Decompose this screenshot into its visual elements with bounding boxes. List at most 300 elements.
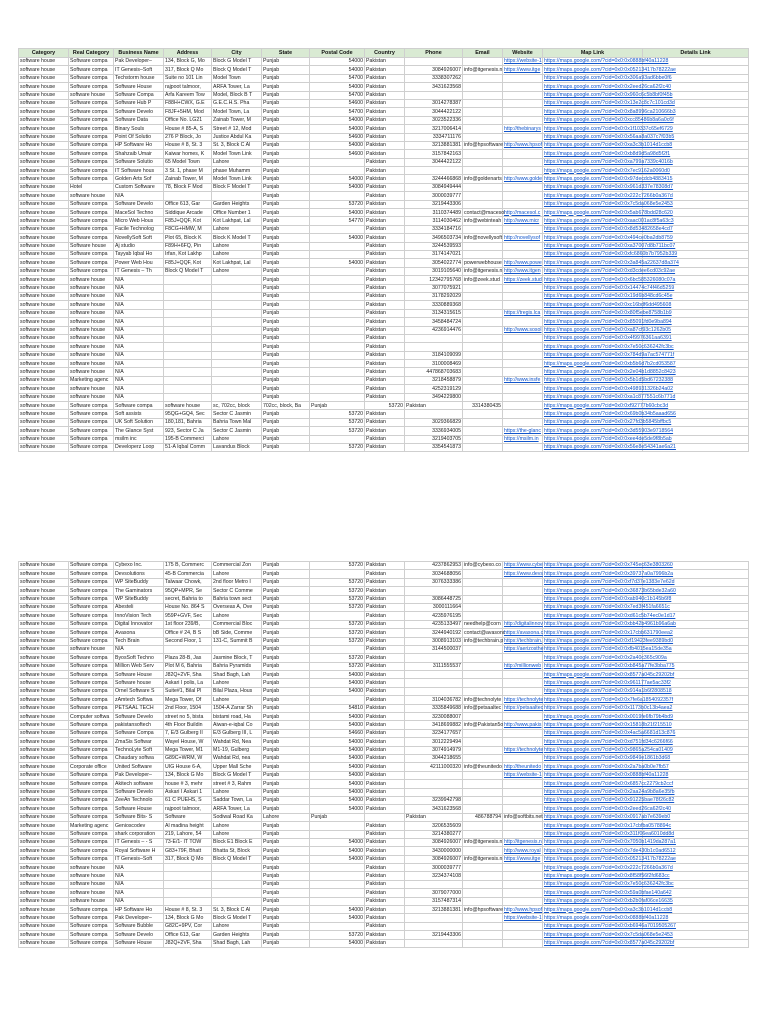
table-cell: Wayel House, W <box>164 738 212 746</box>
table-cell[interactable]: https://maps.google.com/?cid=0x0:0xa87cf93c1262b05 <box>544 326 672 333</box>
table-cell: needhelp@corn <box>464 621 501 628</box>
table-cell: MaceSol Techno <box>114 209 164 217</box>
table-cell[interactable]: https://maps.google.com/?cid=0x0:0xab940c1b145b6f8 <box>544 596 672 603</box>
table-cell <box>405 939 463 947</box>
table-cell[interactable]: https://website-1 <box>504 914 542 921</box>
table-cell: Software compa <box>69 612 114 620</box>
table-cell[interactable]: https://maps.google.com/?cid=0x0:0x36873b65bde32a60 <box>544 587 676 594</box>
table-cell[interactable]: https://maps.google.com/?cid=0x0:0x7fe6a1854092357f <box>544 696 674 703</box>
table-cell[interactable]: https://zeek.stud <box>504 276 542 283</box>
table-cell[interactable]: https://maps.google.com/?cid=0x0:0x7e50c636242fc3bc <box>544 343 674 350</box>
table-cell[interactable]: https://maps.google.com/?cid=0x0:0x8577a045c29202bf <box>544 671 675 678</box>
table-cell: Binary Souls <box>114 125 164 133</box>
table-cell[interactable]: https://aerizosthe <box>504 646 544 653</box>
table-cell: Plaza 28-B, Jas <box>164 654 212 662</box>
table-cell: Software Bubble <box>114 922 164 930</box>
table-cell: Punjab <box>262 343 310 351</box>
table-cell: software house <box>19 754 69 762</box>
table-cell[interactable]: https://maps.google.com/?cid=0x0:0x0888bf40a11228 <box>544 914 669 921</box>
table-cell: 53720 <box>310 410 365 418</box>
table-cell[interactable]: https://maps.google.com/?cid=0x0:0x7c5da068e5e2453 <box>544 201 673 208</box>
table-cell <box>405 679 463 687</box>
table-cell: zAmtech Softwa <box>114 696 164 704</box>
table-row <box>19 225 749 233</box>
table-cell[interactable]: https://maps.google.com/?cid=0x0:0x97decdcb4883415 <box>544 175 673 182</box>
table-cell[interactable]: http://millionweb <box>504 663 542 670</box>
table-cell[interactable]: https://maps.google.com/?cid=0x0:0xee4de5de9f8b5ab <box>544 436 672 443</box>
table-cell[interactable]: https://technolyte <box>504 696 544 703</box>
table-cell[interactable]: https://maps.google.com/?cid=0x0:0xb845a77fe3bba775 <box>544 663 675 670</box>
table-cell[interactable]: https://the-glanc <box>504 427 541 434</box>
table-cell: software house <box>19 855 69 863</box>
table-cell: Commercial Bloc <box>212 620 262 628</box>
table-cell: Software compa <box>69 629 114 637</box>
table-cell: 4236914476 <box>405 326 463 334</box>
table-cell <box>463 150 503 158</box>
table-cell[interactable]: https://maps.google.com/?cid=0x0:0x59a0bfae140a642 <box>544 889 672 896</box>
table-cell[interactable]: https://maps.google.com/?cid=0x0:0x0888bf40a11228 <box>544 772 669 779</box>
table-cell: 3334711176 <box>405 133 463 141</box>
table-cell[interactable]: https://maps.google.com/?cid=0x0:0x2aa24a9b8a6e35fb <box>544 789 675 796</box>
table-row <box>19 679 749 687</box>
table-cell: ByosSoft Techno <box>114 654 164 662</box>
table-cell[interactable]: https://www.itge <box>503 66 543 74</box>
table-cell: bistami road, Ha <box>212 713 262 721</box>
table-row <box>19 838 749 846</box>
table-cell: 61 C PUEHS, S <box>164 796 212 804</box>
table-cell[interactable]: https://maps.google.com/?cid=0x0:0x3a845a22637d8a374 <box>544 259 679 266</box>
table-cell <box>310 326 365 334</box>
table-cell[interactable]: https://maps.google.com/?cid=0x0:0xbb42b4961b96a6ab <box>544 621 676 628</box>
table-cell: software house <box>69 301 114 309</box>
table-cell[interactable]: http://www.pakis <box>504 721 542 728</box>
table-cell[interactable]: https://maps.google.com/?cid=0x0:0x9865a254ca01409 <box>544 747 673 754</box>
table-cell: 54700 <box>310 91 365 99</box>
table-cell: Software Compa <box>114 729 164 737</box>
table-cell[interactable]: http://www.golde <box>504 175 543 182</box>
table-cell[interactable]: http://www.royal <box>504 847 541 854</box>
table-cell[interactable]: https://maps.google.com/?cid=0x0:0x0917ab7e639eb0 <box>544 814 671 821</box>
table-cell[interactable]: https://maps.google.com/?cid=0x0:0x69b0b34b5aaad656 <box>544 410 676 417</box>
table-cell[interactable]: https://msilm.in <box>503 435 543 443</box>
table-cell: 3219443306 <box>405 931 463 939</box>
table-cell: Software compa <box>69 74 114 82</box>
table-cell[interactable]: https://maps.google.com/?cid=0x0:0x961177ae5ac33f2 <box>544 679 671 686</box>
table-cell: software house <box>19 66 69 74</box>
table-cell: 54000 <box>310 754 365 762</box>
table-cell <box>212 897 262 905</box>
table-cell: 3008913103 <box>405 637 463 645</box>
table-cell: Block E1 Block E <box>212 838 262 846</box>
table-cell: software house <box>19 326 69 334</box>
table-cell[interactable]: https://maps.google.com/?cid=0x0:0xd61c5b74ec0e1d17 <box>544 612 676 619</box>
table-cell: Bahria Pyramids <box>212 662 262 670</box>
table-cell[interactable]: https://maps.google.com/?cid=0x0:0x745ec63e3803260 <box>544 562 673 569</box>
table-cell: Pakistan <box>365 259 405 267</box>
table-cell: 54000 <box>310 713 365 721</box>
table-cell: software house <box>19 578 69 586</box>
table-cell[interactable]: http://novellysof <box>503 234 543 242</box>
table-cell[interactable]: https://maps.google.com/?cid=0x0:0x56aa8a037c7f03b5 <box>544 134 675 140</box>
table-cell <box>463 284 503 292</box>
table-cell: Pakistan <box>365 830 405 838</box>
table-cell <box>503 780 543 788</box>
table-cell[interactable]: https://maps.google.com/?cid=0x0:0xa799a7339c4016b <box>544 159 673 166</box>
table-cell[interactable]: https://maps.google.com/?cid=0x0:0x2eed26ca62f2c40 <box>544 805 672 812</box>
table-cell <box>463 796 503 804</box>
table-cell: Punjab <box>262 721 310 729</box>
table-cell[interactable]: https://maps.google.com/?cid=0x0:0xa3c3b1014d1ccb8 <box>544 906 673 913</box>
table-cell[interactable]: https://www.itge <box>503 855 543 863</box>
table-cell: Pakistan <box>365 696 405 704</box>
table-cell[interactable]: https://maps.google.com/?cid=0x0:0xc16bdf6dd495608 <box>544 301 672 308</box>
table-cell[interactable]: https://maps.google.com/?cid=0x0:0x85091fd0e9ba894 <box>544 318 672 325</box>
table-cell[interactable]: https://maps.google.com/?cid=0x0:0x7050b1419da287a1 <box>544 839 676 846</box>
table-cell: Model Town <box>212 74 262 82</box>
table-cell[interactable]: https://maps.google.com/?cid=0x0:0x17cbfba0578894c <box>544 822 672 829</box>
table-cell: Plot 65, Block K <box>164 234 212 242</box>
table-cell: Pakistan <box>365 368 405 376</box>
table-cell: ARFA Tower, La <box>212 805 262 813</box>
table-cell[interactable]: https://maps.google.com/?cid=0x0:0xfb4015ea15de35a <box>544 646 672 653</box>
table-cell: Pakistan <box>365 410 405 418</box>
table-cell[interactable]: https://maps.google.com/?cid=0x0:0x8d53482658e4cd7 <box>544 226 673 233</box>
table-cell: Commercial Zon <box>212 562 262 570</box>
table-cell: Lahore <box>262 813 310 821</box>
table-cell: 95QP+MPR, Se <box>164 587 212 595</box>
table-cell[interactable]: https://maps.google.com/?cid=0x0:0xd751fd34c6266f66 <box>544 738 673 745</box>
table-cell[interactable]: https://maps.google.com/?cid=0x0:0x2e04b1d8852c8423 <box>544 368 676 375</box>
table-cell[interactable]: http://digitalinnov <box>504 621 543 628</box>
table-cell: software house <box>19 813 69 821</box>
table-cell <box>463 343 503 351</box>
table-cell <box>503 578 543 586</box>
table-cell[interactable]: https://maps.google.com/?cid=0x0:0xb2b0faf06ce16635 <box>544 898 673 905</box>
table-cell[interactable]: http://www.micr <box>503 217 543 225</box>
column-header: Map Link <box>543 49 643 58</box>
table-cell[interactable]: https://maps.google.com/?cid=0x0:0x80f5ebe8758b1b9 <box>544 310 672 317</box>
table-cell[interactable]: http://itgenesis.n <box>504 839 542 846</box>
table-cell[interactable]: https://maps.google.com/?cid=0x0:0x9849e1861b3d68 <box>544 755 671 762</box>
table-cell[interactable]: https://maps.google.com/?cid=0x0:0x8f58f56f2fd683cc <box>544 872 670 879</box>
table-cell: 3496503734 <box>405 234 463 242</box>
table-cell[interactable]: https://maps.google.com/?cid=0x0:0xaac001ac8f5a63c3 <box>544 217 674 224</box>
table-cell: software house <box>19 939 69 947</box>
table-cell <box>212 334 262 342</box>
table-cell: Software compa <box>69 914 114 922</box>
table-cell: Software Compa <box>114 91 164 99</box>
table-cell[interactable]: https://maps.google.com/?cid=0x0:0x1173b0c13b4aea2 <box>544 705 673 712</box>
table-row <box>19 738 749 746</box>
table-row <box>19 334 749 342</box>
table-cell[interactable]: https://maps.google.com/?cid=0x0:0x914a1b6f2808518 <box>544 688 672 695</box>
table-cell[interactable]: https://maps.google.com/?cid=0x0:0x2a40c365c909a <box>544 654 667 661</box>
table-cell: 54000 <box>310 175 365 183</box>
table-cell[interactable]: https://petsaaltec <box>504 705 544 712</box>
table-cell[interactable]: https://maps.google.com/?cid=0x0:0x8577a045c29202bf <box>544 940 675 947</box>
table-cell: Punjab <box>262 738 310 746</box>
table-cell <box>463 351 503 359</box>
table-cell[interactable]: https://maps.google.com/?cid=0x0:0xa37007d8b711bc07 <box>544 243 676 250</box>
table-cell <box>503 116 543 124</box>
table-cell[interactable]: https://maps.google.com/?cid=0x0:0x0888bf40a11228 <box>544 58 669 65</box>
table-cell[interactable]: https://maps.google.com/?cid=0x0:0xfc6860b7b7952b339 <box>544 251 678 258</box>
table-cell[interactable]: https://maps.google.com/?cid=0x0:0x5b1d5bd67232388 <box>544 377 674 384</box>
table-cell[interactable]: https://avasona.c <box>504 629 544 636</box>
table-cell <box>503 872 543 880</box>
table-cell[interactable]: https://maps.google.com/?cid=0x0:0x7e50c636242fc3bc <box>544 881 674 888</box>
table-cell: Pakistan <box>365 587 405 595</box>
table-cell[interactable]: https://maps.google.com/?cid=0x0:0xb8d9d5a98d5f2f1 <box>544 150 671 157</box>
table-cell[interactable]: https://maps.google.com/?cid=0x0:0xb5b6d7b2cd053587 <box>544 360 676 367</box>
table-cell[interactable]: https://technolyte <box>504 747 544 754</box>
table-cell[interactable]: https://maps.google.com/?cid=0x0:0x39737a0a7996b2a <box>544 570 674 577</box>
table-cell: Punjab <box>262 175 310 183</box>
table-cell: Punjab <box>262 796 310 804</box>
table-cell: Pakistan <box>365 276 405 284</box>
table-cell: msilm inc <box>114 435 164 443</box>
table-cell: 4252319129 <box>405 385 463 393</box>
table-cell[interactable]: https://maps.google.com/?cid=0x0:0x5ab678bdd28c620 <box>544 209 673 216</box>
table-cell: software house <box>19 729 69 737</box>
table-cell[interactable]: https://maps.google.com/?cid=0x0:0x784d9a7ac574771f <box>544 352 675 359</box>
table-cell[interactable]: https://maps.google.com/?cid=0x0:0x7c5da068e5e2453 <box>544 931 673 938</box>
table-cell: software house <box>19 830 69 838</box>
table-cell: Pakistan <box>365 645 405 653</box>
table-cell <box>310 284 365 292</box>
table-cell[interactable]: https://maps.google.com/?cid=0x0:0x222c7266b0a367d <box>544 864 673 871</box>
table-cell[interactable]: http://macesol.c <box>503 209 543 217</box>
table-cell[interactable]: https://maps.google.com/?cid=0x0:0x7de430b1c0ad6512 <box>544 847 676 854</box>
table-cell[interactable]: http://theunitedo <box>504 763 542 770</box>
table-cell <box>164 301 212 309</box>
table-cell <box>463 99 503 107</box>
table-cell[interactable]: https://maps.google.com/?cid=0x0:0x7ed3f451fa6651c <box>544 604 670 611</box>
table-cell: 3044422122 <box>405 158 463 166</box>
table-cell: Pakistan <box>365 267 405 275</box>
table-cell[interactable]: https://maps.google.com/?cid=0x0:0x05213417b78222ae <box>544 856 676 863</box>
table-cell[interactable]: https://maps.google.com/?cid=0x0:0x4ac5a6681d13c876 <box>544 730 676 737</box>
table-cell[interactable]: https://maps.google.com/?cid=0x0:0x498931326b24a02 <box>544 385 674 392</box>
table-cell: Punjab <box>262 225 310 233</box>
header-row <box>19 49 749 58</box>
table-cell <box>212 351 262 359</box>
table-cell: Sector C Jasmin <box>212 410 262 418</box>
table-cell <box>405 58 463 66</box>
table-cell: software house <box>19 250 69 258</box>
table-cell: info@hpsoftware <box>464 142 504 149</box>
table-cell: Digital Innovator <box>114 620 164 628</box>
table-cell[interactable]: https://maps.google.com/?cid=0x0:0xf92777b60cbc3d <box>544 402 669 409</box>
table-cell: 702cc, block, Ba <box>262 402 310 410</box>
table-cell: Pakistan <box>365 209 405 217</box>
table-cell: 42111000320 <box>405 763 463 771</box>
table-cell[interactable]: https://maps.google.com/?cid=0x0:0x0019fe6fb79b4bd9 <box>544 713 674 720</box>
table-cell[interactable]: https://maps.google.com/?cid=0x0:0x13e2c8c7c101cd3d <box>544 100 675 107</box>
table-cell[interactable]: http://www.sosol <box>504 326 542 333</box>
table-cell: street no 5, bista <box>164 713 212 721</box>
table-row <box>19 864 749 872</box>
table-cell: N/A <box>114 343 164 351</box>
table-cell <box>503 393 543 401</box>
table-cell: Pakistan <box>365 443 405 451</box>
table-cell[interactable]: http://www.hpsof <box>504 906 543 913</box>
table-cell: M1-19, Gulberg <box>212 746 262 754</box>
table-cell[interactable]: https://techbrain. <box>504 638 543 644</box>
table-cell[interactable]: https://maps.google.com/?cid=0x0:0x6bc585326080c07a <box>544 276 676 283</box>
table-cell[interactable]: https://maps.google.com/?cid=0x0:0x2eed26ca62f2c40 <box>544 83 672 90</box>
column-header: Details Link <box>643 49 749 58</box>
table-row <box>19 780 749 788</box>
table-cell: 3054022774 <box>405 259 463 267</box>
table-cell <box>164 897 212 905</box>
table-cell: phase Muhamm <box>212 167 262 175</box>
table-cell <box>503 738 543 746</box>
table-cell <box>212 645 262 653</box>
table-cell: Punjab <box>262 58 310 66</box>
table-cell[interactable]: https://www.devs <box>504 570 543 577</box>
table-cell: Jasmine Block, T <box>212 654 262 662</box>
table-cell: 54000 <box>310 906 365 914</box>
table-cell: software house <box>69 351 114 359</box>
table-row <box>19 620 749 628</box>
table-cell <box>212 376 262 384</box>
table-cell: Software compa <box>69 696 114 704</box>
table-cell[interactable]: https://maps.google.com/?cid=0x0:0xa1c877551c6b771d <box>544 394 676 401</box>
table-cell: Software <box>164 813 212 821</box>
table-cell: Wahdat Rd, nea <box>212 754 262 762</box>
table-cell: Punjab <box>262 922 310 930</box>
table-cell: Punjab <box>262 376 310 384</box>
table-cell: 175 B, Commerc <box>164 562 212 570</box>
table-cell[interactable]: https://maps.google.com/?cid=0x0:0x8a8996ca210666b3 <box>544 108 676 115</box>
table-cell: Software compa <box>69 721 114 729</box>
table-cell <box>212 284 262 292</box>
table-row <box>19 847 749 855</box>
table-cell: Punjab <box>262 116 310 124</box>
table-row <box>19 603 749 611</box>
table-cell[interactable]: https://website-1 <box>504 58 542 65</box>
table-cell[interactable]: http://www.itgen <box>504 268 541 275</box>
table-row <box>19 587 749 595</box>
table-cell[interactable]: https://maps.google.com/?cid=0x0:0x1f10337c65ef6729 <box>544 125 673 132</box>
table-cell[interactable]: https://maps.google.com/?cid=0x0:0xb6946a7019505267 <box>544 923 676 930</box>
table-cell: Askari I polis, La <box>164 679 212 687</box>
table-cell[interactable]: https://maps.google.com/?cid=0x0:0x14474c74f46d5259 <box>544 285 675 292</box>
table-row <box>19 133 749 141</box>
table-cell <box>463 183 503 191</box>
table-cell: 219, Lahore, 54 <box>164 830 212 838</box>
table-cell: Kot Lakhpat, Lal <box>212 259 262 267</box>
table-cell[interactable]: https://maps.google.com/?cid=0x0:0x91225bae78f26c82 <box>544 797 675 804</box>
table-row <box>19 150 749 158</box>
table-cell[interactable]: https://maps.google.com/?cid=0x0:0x15818b21f215510 <box>544 721 672 728</box>
table-cell[interactable]: https://maps.google.com/?cid=0x0:0x4f9976361aa6391 <box>544 335 672 342</box>
table-cell[interactable]: https://maps.google.com/?cid=0x0:0xd3cdee6cd03c92ae <box>544 268 676 275</box>
table-cell: software house <box>19 418 69 426</box>
table-cell <box>310 435 365 443</box>
table-cell[interactable]: https://maps.google.com/?cid=0x0:0x306a93ad6bbe0f6 <box>544 75 672 82</box>
table-cell[interactable]: https://maps.google.com/?cid=0x0:0x56e8e54341ae6a21 <box>544 444 676 451</box>
table-cell <box>212 880 262 888</box>
table-cell[interactable]: http://www.hpsof <box>504 142 543 149</box>
table-cell: 95QG+GQ4, Sec <box>164 410 212 418</box>
table-cell: Punjab <box>262 183 310 191</box>
table-cell[interactable]: https://website-1 <box>504 772 542 779</box>
table-cell[interactable]: https://tregis.lca <box>503 309 543 317</box>
table-cell: 3336934005 <box>405 427 463 435</box>
table-cell[interactable]: https://maps.google.com/?cid=0x0:0x494ce0ba2db8759 <box>544 234 673 241</box>
table-cell[interactable]: https://maps.google.com/?cid=0x0:0xf7d37e1383e7e62d <box>544 579 675 586</box>
table-cell: Punjab <box>262 830 310 838</box>
table-cell: IT Software hous <box>114 167 164 175</box>
table-cell[interactable]: https://maps.google.com/?cid=0x0:0x222c7266b0a367d <box>544 192 673 199</box>
table-cell: software house <box>69 326 114 334</box>
table-cell[interactable]: https://maps.google.com/?cid=0x0:0x6857cc2279cb2ccf <box>544 780 674 787</box>
table-cell <box>164 864 212 872</box>
table-cell: G82C+9PV, Cor <box>164 922 212 930</box>
table-cell: software house <box>19 914 69 922</box>
table-row <box>19 284 749 292</box>
table-cell: Punjab <box>262 292 310 300</box>
table-cell: info@technolyte <box>464 696 502 703</box>
column-header: Email <box>463 49 503 58</box>
table-cell: Shad Bagh, Lah <box>212 939 262 947</box>
table-cell[interactable]: https://maps.google.com/?cid=0x0:0x17cbb631790eea2 <box>544 629 673 636</box>
table-cell[interactable]: https://maps.google.com/?cid=0x0:0x311f06ea6010dd8d <box>544 830 675 837</box>
table-cell: 180,181, Bahria <box>164 418 212 426</box>
table-cell[interactable]: http://www.insfe <box>503 376 543 384</box>
table-cell: Tayyab Iqbal Ho <box>114 250 164 258</box>
table-cell[interactable]: https://maps.google.com/?cid=0x0:0x2a7ba0b0e7fb57 <box>544 763 669 770</box>
table-cell[interactable]: https://maps.google.com/?cid=0x0:0x7ec9162a0060d0 <box>544 167 670 174</box>
table-cell[interactable]: https://maps.google.com/?cid=0x0:0xcc85486b8a6a0c6f <box>544 117 674 124</box>
table-cell[interactable]: https://www.cybe <box>504 562 543 569</box>
table-cell[interactable]: https://maps.google.com/?cid=0x0:0xf19423fee9389bd0 <box>544 638 674 644</box>
table-cell[interactable]: http://thebinarys <box>504 125 541 132</box>
table-cell[interactable]: https://maps.google.com/?cid=0x0:0x3d55903e9718564 <box>544 427 674 434</box>
table-cell: 3418699882 <box>405 721 463 729</box>
table-cell: 3214380277 <box>405 830 463 838</box>
table-cell: 54000 <box>310 838 365 846</box>
table-cell: Software Data <box>114 116 164 124</box>
table-cell[interactable]: https://maps.google.com/?cid=0x0:0x05213417b78222ae <box>544 66 676 73</box>
table-cell: software house <box>19 796 69 804</box>
table-cell: software house <box>19 351 69 359</box>
table-row <box>19 813 749 821</box>
table-row <box>19 771 749 779</box>
table-cell: Pakistan <box>365 292 405 300</box>
table-cell: N/A <box>114 192 164 200</box>
table-cell[interactable]: http://www.powe <box>504 259 542 266</box>
table-row <box>19 376 749 384</box>
table-cell <box>310 872 365 880</box>
table-cell[interactable]: https://maps.google.com/?cid=0x0:0x27fd3b5845bffbc5 <box>544 419 672 426</box>
table-cell[interactable]: https://maps.google.com/?cid=0x0:0x19d6b848cd6c45e <box>544 293 673 300</box>
table-cell <box>405 91 463 99</box>
table-cell <box>463 309 503 317</box>
table-cell: 134, Block G Mo <box>164 771 212 779</box>
table-cell[interactable]: https://maps.google.com/?cid=0x0:0xa3c3b1014d1ccb8 <box>544 142 673 149</box>
table-cell: NovellySoft Soft <box>114 234 164 242</box>
table-cell[interactable]: https://maps.google.com/?cid=0x0:0x961d337e78308d7 <box>544 184 674 191</box>
table-row <box>19 687 749 695</box>
table-cell: 54770 <box>310 217 365 225</box>
table-cell: software house <box>19 696 69 704</box>
table-cell[interactable]: https://maps.google.com/?cid=0x0:0x960c6c5b8bf0f45b <box>544 92 673 99</box>
table-cell: 73-E/1- IT TOW <box>164 838 212 846</box>
table-cell: House # 8, St. 3 <box>164 141 212 149</box>
